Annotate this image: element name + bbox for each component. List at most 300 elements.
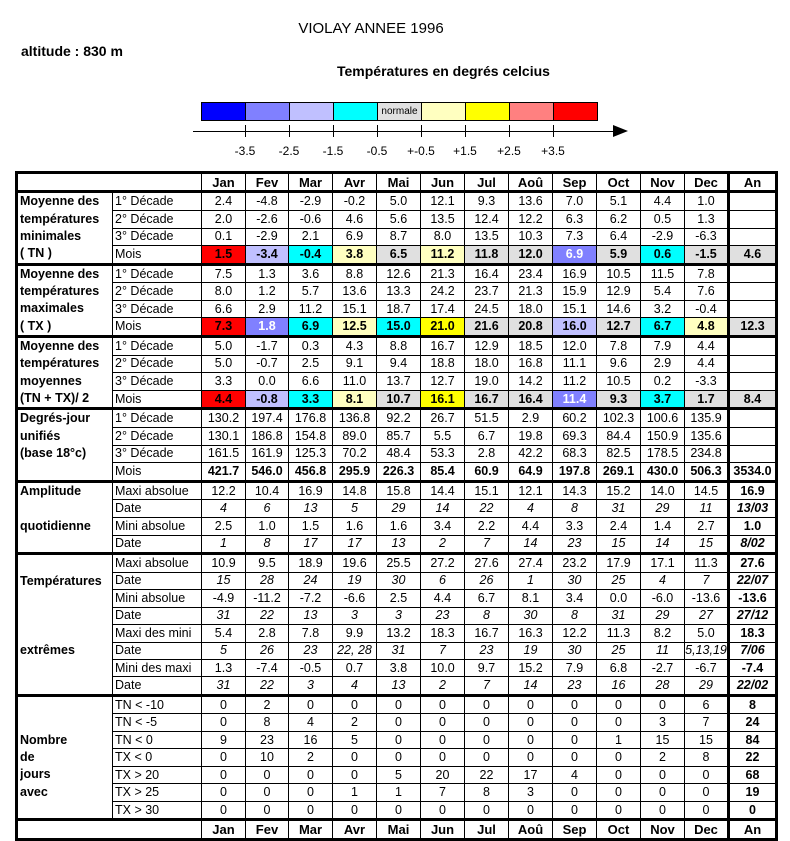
arrow-right-icon [613, 125, 628, 137]
value-cell: 0 [289, 766, 333, 783]
value-cell: 85.4 [421, 463, 465, 482]
column-header-fev: Fev [246, 820, 289, 839]
row-label: Mini absolue [113, 590, 202, 607]
section-label [17, 554, 113, 696]
value-cell [729, 337, 777, 356]
value-cell: 0 [553, 801, 597, 820]
value-cell: 3 [377, 607, 421, 624]
table-row [17, 481, 777, 500]
value-cell: 2.9 [246, 300, 289, 318]
value-cell: -11.2 [246, 590, 289, 607]
value-cell: 0 [597, 749, 641, 766]
section-label [17, 264, 113, 336]
legend-swatch [422, 103, 466, 120]
value-cell: 29 [641, 500, 685, 518]
section-label-line [20, 463, 112, 480]
row-label: TX > 20 [113, 766, 202, 783]
value-cell: 0 [597, 801, 641, 820]
value-cell: 0.6 [641, 246, 685, 265]
section-label-line: extrêmes [20, 642, 75, 657]
value-cell: 15 [202, 572, 246, 589]
value-cell: 17.9 [597, 554, 641, 572]
legend-tick-mark [245, 125, 246, 137]
value-cell: 92.2 [377, 409, 421, 428]
value-cell: 135.9 [685, 409, 729, 428]
value-cell: 0 [333, 801, 377, 820]
value-cell: 0 [289, 801, 333, 820]
value-cell: 6.3 [553, 210, 597, 228]
row-label: Mois [113, 463, 202, 482]
value-cell: 1.0 [246, 518, 289, 536]
value-cell: 11 [641, 642, 685, 659]
value-cell [729, 228, 777, 246]
value-cell: 0 [377, 695, 421, 713]
section-label-line: ( TN ) [20, 246, 52, 261]
value-cell: 5.0 [377, 192, 421, 211]
value-cell: -13.6 [685, 590, 729, 607]
value-cell: 5,13,19 [685, 642, 729, 659]
table-row [17, 373, 777, 391]
value-cell: 13.5 [465, 228, 509, 246]
column-header-jun: Jun [421, 820, 465, 839]
value-cell: 17 [509, 766, 553, 783]
table-row [17, 390, 777, 409]
value-cell: 16.7 [465, 390, 509, 409]
value-cell: 6.9 [289, 318, 333, 337]
value-cell: 31 [597, 607, 641, 624]
value-cell: 0 [553, 784, 597, 801]
row-label: 3° Décade [113, 445, 202, 463]
value-cell: 11.4 [553, 390, 597, 409]
value-cell: 13 [289, 500, 333, 518]
value-cell: 234.8 [685, 445, 729, 463]
value-cell: 16.3 [509, 625, 553, 642]
value-cell: 84 [729, 731, 777, 748]
value-cell: 13.3 [377, 283, 421, 301]
value-cell: 23.2 [553, 554, 597, 572]
value-cell: 1.6 [377, 518, 421, 536]
table-row [17, 677, 777, 696]
value-cell: 12.2 [509, 210, 553, 228]
value-cell: 0 [641, 784, 685, 801]
value-cell: 23 [289, 642, 333, 659]
table-row [17, 695, 777, 713]
value-cell: 4 [289, 714, 333, 731]
value-cell: 19.8 [509, 428, 553, 446]
value-cell: 5.1 [597, 192, 641, 211]
value-cell [729, 283, 777, 301]
value-cell: 18.3 [729, 625, 777, 642]
value-cell: 0 [246, 784, 289, 801]
value-cell: 0 [729, 801, 777, 820]
value-cell: 24.2 [421, 283, 465, 301]
column-header-mar: Mar [289, 820, 333, 839]
value-cell: 6 [685, 695, 729, 713]
value-cell: 8 [553, 607, 597, 624]
legend-axis [193, 131, 613, 132]
value-cell: 7 [465, 535, 509, 554]
table-row [17, 749, 777, 766]
value-cell: 17 [333, 535, 377, 554]
value-cell: 15.9 [553, 283, 597, 301]
value-cell: 0 [509, 731, 553, 748]
value-cell: 135.6 [685, 428, 729, 446]
value-cell: 12.1 [421, 192, 465, 211]
value-cell: 3.3 [202, 373, 246, 391]
value-cell [729, 264, 777, 283]
value-cell: 15 [641, 731, 685, 748]
value-cell: 18.8 [421, 355, 465, 373]
value-cell: 100.6 [641, 409, 685, 428]
value-cell: 69.3 [553, 428, 597, 446]
value-cell: 226.3 [377, 463, 421, 482]
section-label-line: ( TX ) [20, 318, 52, 333]
value-cell: 11.3 [685, 554, 729, 572]
section-label-line: températures [20, 211, 100, 226]
value-cell: -0.5 [289, 659, 333, 676]
value-cell: -1.5 [685, 246, 729, 265]
value-cell: 6.8 [597, 659, 641, 676]
value-cell: 11.1 [553, 355, 597, 373]
value-cell: 161.9 [246, 445, 289, 463]
value-cell: -0.4 [289, 246, 333, 265]
table-row [17, 784, 777, 801]
value-cell: 15.2 [509, 659, 553, 676]
value-cell: 0 [597, 784, 641, 801]
value-cell: 18.5 [509, 337, 553, 356]
value-cell: 12.7 [421, 373, 465, 391]
value-cell: 8 [465, 607, 509, 624]
value-cell [729, 428, 777, 446]
section-label-line: minimales [20, 229, 82, 244]
value-cell [729, 409, 777, 428]
value-cell: 5.0 [202, 337, 246, 356]
column-header-oct: Oct [597, 173, 641, 192]
value-cell: 22 [729, 749, 777, 766]
value-cell: 23.4 [509, 264, 553, 283]
value-cell: 30 [553, 572, 597, 589]
value-cell: 8 [729, 695, 777, 713]
value-cell: 1.5 [202, 246, 246, 265]
value-cell: 0.5 [641, 210, 685, 228]
value-cell: 3.7 [641, 390, 685, 409]
value-cell: 130.2 [202, 409, 246, 428]
value-cell: 22 [465, 500, 509, 518]
value-cell: 29 [377, 500, 421, 518]
value-cell: 6.5 [377, 246, 421, 265]
value-cell: 30 [377, 572, 421, 589]
value-cell: 2.9 [641, 355, 685, 373]
value-cell: 0.0 [246, 373, 289, 391]
value-cell: 29 [641, 607, 685, 624]
value-cell: 1.4 [641, 518, 685, 536]
row-label: TX > 30 [113, 801, 202, 820]
value-cell: 0 [421, 749, 465, 766]
footer-row [17, 820, 777, 839]
value-cell: 0 [553, 749, 597, 766]
value-cell: 0 [333, 695, 377, 713]
table-row [17, 590, 777, 607]
table-row [17, 355, 777, 373]
value-cell: 24 [729, 714, 777, 731]
value-cell: 2.9 [509, 409, 553, 428]
value-cell: 2.5 [202, 518, 246, 536]
value-cell: 7.0 [553, 192, 597, 211]
value-cell: 0 [202, 714, 246, 731]
row-label: Maxi des mini [113, 625, 202, 642]
value-cell: 2.1 [289, 228, 333, 246]
value-cell: 2 [641, 749, 685, 766]
value-cell: 0 [246, 801, 289, 820]
row-label: Mois [113, 246, 202, 265]
value-cell: 3.4 [421, 518, 465, 536]
color-legend [201, 102, 598, 121]
value-cell: 22 [246, 677, 289, 696]
value-cell: 22 [246, 607, 289, 624]
value-cell: 20.8 [509, 318, 553, 337]
column-header-jun: Jun [421, 173, 465, 192]
row-label: Date [113, 535, 202, 554]
value-cell: 8.8 [333, 264, 377, 283]
section-label-line [20, 607, 112, 624]
value-cell: 31 [377, 642, 421, 659]
value-cell: -7.4 [246, 659, 289, 676]
value-cell: 0.7 [333, 659, 377, 676]
value-cell: 546.0 [246, 463, 289, 482]
value-cell: -4.8 [246, 192, 289, 211]
value-cell: 0 [202, 695, 246, 713]
row-label: 2° Décade [113, 283, 202, 301]
section-label-line: unifiés [20, 428, 61, 443]
table-row [17, 572, 777, 589]
value-cell: 21.3 [509, 283, 553, 301]
value-cell: 18.7 [377, 300, 421, 318]
value-cell: 6.2 [597, 210, 641, 228]
value-cell: 21.6 [465, 318, 509, 337]
table-row [17, 607, 777, 624]
value-cell: 12.0 [553, 337, 597, 356]
value-cell: 7.9 [553, 659, 597, 676]
value-cell: 7.8 [289, 625, 333, 642]
value-cell: 24 [289, 572, 333, 589]
value-cell: 23 [465, 642, 509, 659]
value-cell [729, 355, 777, 373]
legend-tick-mark [553, 125, 554, 137]
value-cell: -7.4 [729, 659, 777, 676]
row-label: 2° Décade [113, 210, 202, 228]
value-cell: 0.0 [597, 590, 641, 607]
value-cell: 29 [685, 677, 729, 696]
table-row [17, 337, 777, 356]
row-label: Date [113, 677, 202, 696]
row-label: TN < -5 [113, 714, 202, 731]
value-cell: 154.8 [289, 428, 333, 446]
value-cell: 8 [553, 500, 597, 518]
value-cell: 22/02 [729, 677, 777, 696]
row-label: Date [113, 572, 202, 589]
value-cell: 0 [685, 784, 729, 801]
value-cell: 3.8 [333, 246, 377, 265]
value-cell: -7.2 [289, 590, 333, 607]
value-cell: 6.4 [597, 228, 641, 246]
value-cell: 506.3 [685, 463, 729, 482]
column-header-an: An [729, 173, 777, 192]
value-cell: 9.7 [465, 659, 509, 676]
value-cell: 0 [465, 714, 509, 731]
table-row [17, 463, 777, 482]
value-cell: 295.9 [333, 463, 377, 482]
value-cell: 12.2 [202, 481, 246, 500]
value-cell: 3 [289, 677, 333, 696]
value-cell: 7 [465, 677, 509, 696]
value-cell: 31 [202, 677, 246, 696]
value-cell: 0 [597, 695, 641, 713]
section-label-line: avec [20, 784, 48, 799]
legend-swatch [554, 103, 597, 120]
section-label-line: quotidienne [20, 518, 91, 533]
value-cell: 11.8 [465, 246, 509, 265]
value-cell: 0 [685, 766, 729, 783]
value-cell: 5.5 [421, 428, 465, 446]
value-cell: 27.6 [465, 554, 509, 572]
legend-tick-mark [377, 125, 378, 137]
value-cell: 102.3 [597, 409, 641, 428]
value-cell: 21.0 [421, 318, 465, 337]
column-header-aoû: Aoû [509, 820, 553, 839]
value-cell: 14 [641, 535, 685, 554]
value-cell: 5.0 [685, 625, 729, 642]
value-cell: 16.4 [509, 390, 553, 409]
value-cell: 5.9 [597, 246, 641, 265]
value-cell: 1.7 [685, 390, 729, 409]
section-label-line [20, 555, 112, 572]
value-cell: 0 [377, 714, 421, 731]
value-cell: 2 [421, 677, 465, 696]
column-header-fev: Fev [246, 173, 289, 192]
value-cell: 15.8 [377, 481, 421, 500]
row-label: 3° Décade [113, 300, 202, 318]
legend-tick-mark [289, 125, 290, 137]
legend-tick-mark [465, 125, 466, 137]
value-cell: 0 [509, 801, 553, 820]
value-cell: 0.1 [202, 228, 246, 246]
value-cell: 23 [553, 677, 597, 696]
value-cell: 15.1 [333, 300, 377, 318]
value-cell: 8.4 [729, 390, 777, 409]
value-cell: 31 [202, 607, 246, 624]
table-row [17, 300, 777, 318]
value-cell: 13.5 [421, 210, 465, 228]
value-cell: 4.3 [333, 337, 377, 356]
value-cell: 7.5 [202, 264, 246, 283]
value-cell: 269.1 [597, 463, 641, 482]
value-cell: 1.0 [685, 192, 729, 211]
value-cell: 13/03 [729, 500, 777, 518]
value-cell: 9.4 [377, 355, 421, 373]
value-cell: 11.2 [421, 246, 465, 265]
section-label-line [20, 590, 112, 607]
value-cell: 22/07 [729, 572, 777, 589]
value-cell: 8.1 [333, 390, 377, 409]
value-cell: 1.3 [202, 659, 246, 676]
value-cell: 0 [465, 801, 509, 820]
value-cell: -13.6 [729, 590, 777, 607]
value-cell: 18.3 [421, 625, 465, 642]
header-blank [17, 820, 202, 839]
column-header-mai: Mai [377, 820, 421, 839]
value-cell: 2 [421, 535, 465, 554]
value-cell: 26 [246, 642, 289, 659]
value-cell: 51.5 [465, 409, 509, 428]
value-cell: 16.1 [421, 390, 465, 409]
table-row [17, 518, 777, 536]
value-cell: 0 [421, 714, 465, 731]
value-cell: 7.3 [553, 228, 597, 246]
row-label: 2° Décade [113, 355, 202, 373]
value-cell: 5.7 [289, 283, 333, 301]
value-cell: 0 [509, 749, 553, 766]
value-cell: 2.0 [202, 210, 246, 228]
value-cell: 0 [553, 731, 597, 748]
row-label: 1° Décade [113, 409, 202, 428]
value-cell: 82.5 [597, 445, 641, 463]
value-cell: 2.8 [246, 625, 289, 642]
temperature-table [15, 171, 778, 841]
value-cell: 10 [246, 749, 289, 766]
value-cell: 161.5 [202, 445, 246, 463]
legend-tick-label: -3.5 [234, 144, 256, 158]
value-cell: 16 [597, 677, 641, 696]
value-cell: -0.2 [333, 192, 377, 211]
value-cell: 4 [509, 500, 553, 518]
value-cell: 23 [553, 535, 597, 554]
value-cell: 28 [246, 572, 289, 589]
value-cell: 10.9 [202, 554, 246, 572]
value-cell: 26.7 [421, 409, 465, 428]
value-cell: 178.5 [641, 445, 685, 463]
value-cell: 0 [246, 766, 289, 783]
legend-swatch [246, 103, 290, 120]
section-label-line: jours [20, 767, 51, 782]
value-cell: 2.5 [377, 590, 421, 607]
value-cell: 10.3 [509, 228, 553, 246]
value-cell: 2.8 [465, 445, 509, 463]
value-cell: 16.8 [509, 355, 553, 373]
value-cell: 12.1 [509, 481, 553, 500]
value-cell: 70.2 [333, 445, 377, 463]
value-cell: 7 [421, 784, 465, 801]
value-cell [729, 300, 777, 318]
value-cell: 186.8 [246, 428, 289, 446]
legend-tick-mark [421, 125, 422, 137]
row-label: 2° Décade [113, 428, 202, 446]
value-cell: -6.7 [685, 659, 729, 676]
value-cell: 12.3 [729, 318, 777, 337]
value-cell: 0 [333, 766, 377, 783]
section-label-line: Moyenne des [20, 339, 100, 354]
value-cell: 4.4 [202, 390, 246, 409]
value-cell: 60.2 [553, 409, 597, 428]
value-cell: 30 [509, 607, 553, 624]
value-cell: 21.3 [421, 264, 465, 283]
value-cell: 10.5 [597, 264, 641, 283]
value-cell: 6.6 [202, 300, 246, 318]
legend-tick-label: +2.5 [497, 144, 521, 158]
legend-swatch [202, 103, 246, 120]
value-cell: 23.7 [465, 283, 509, 301]
table-row [17, 642, 777, 659]
value-cell: -1.7 [246, 337, 289, 356]
